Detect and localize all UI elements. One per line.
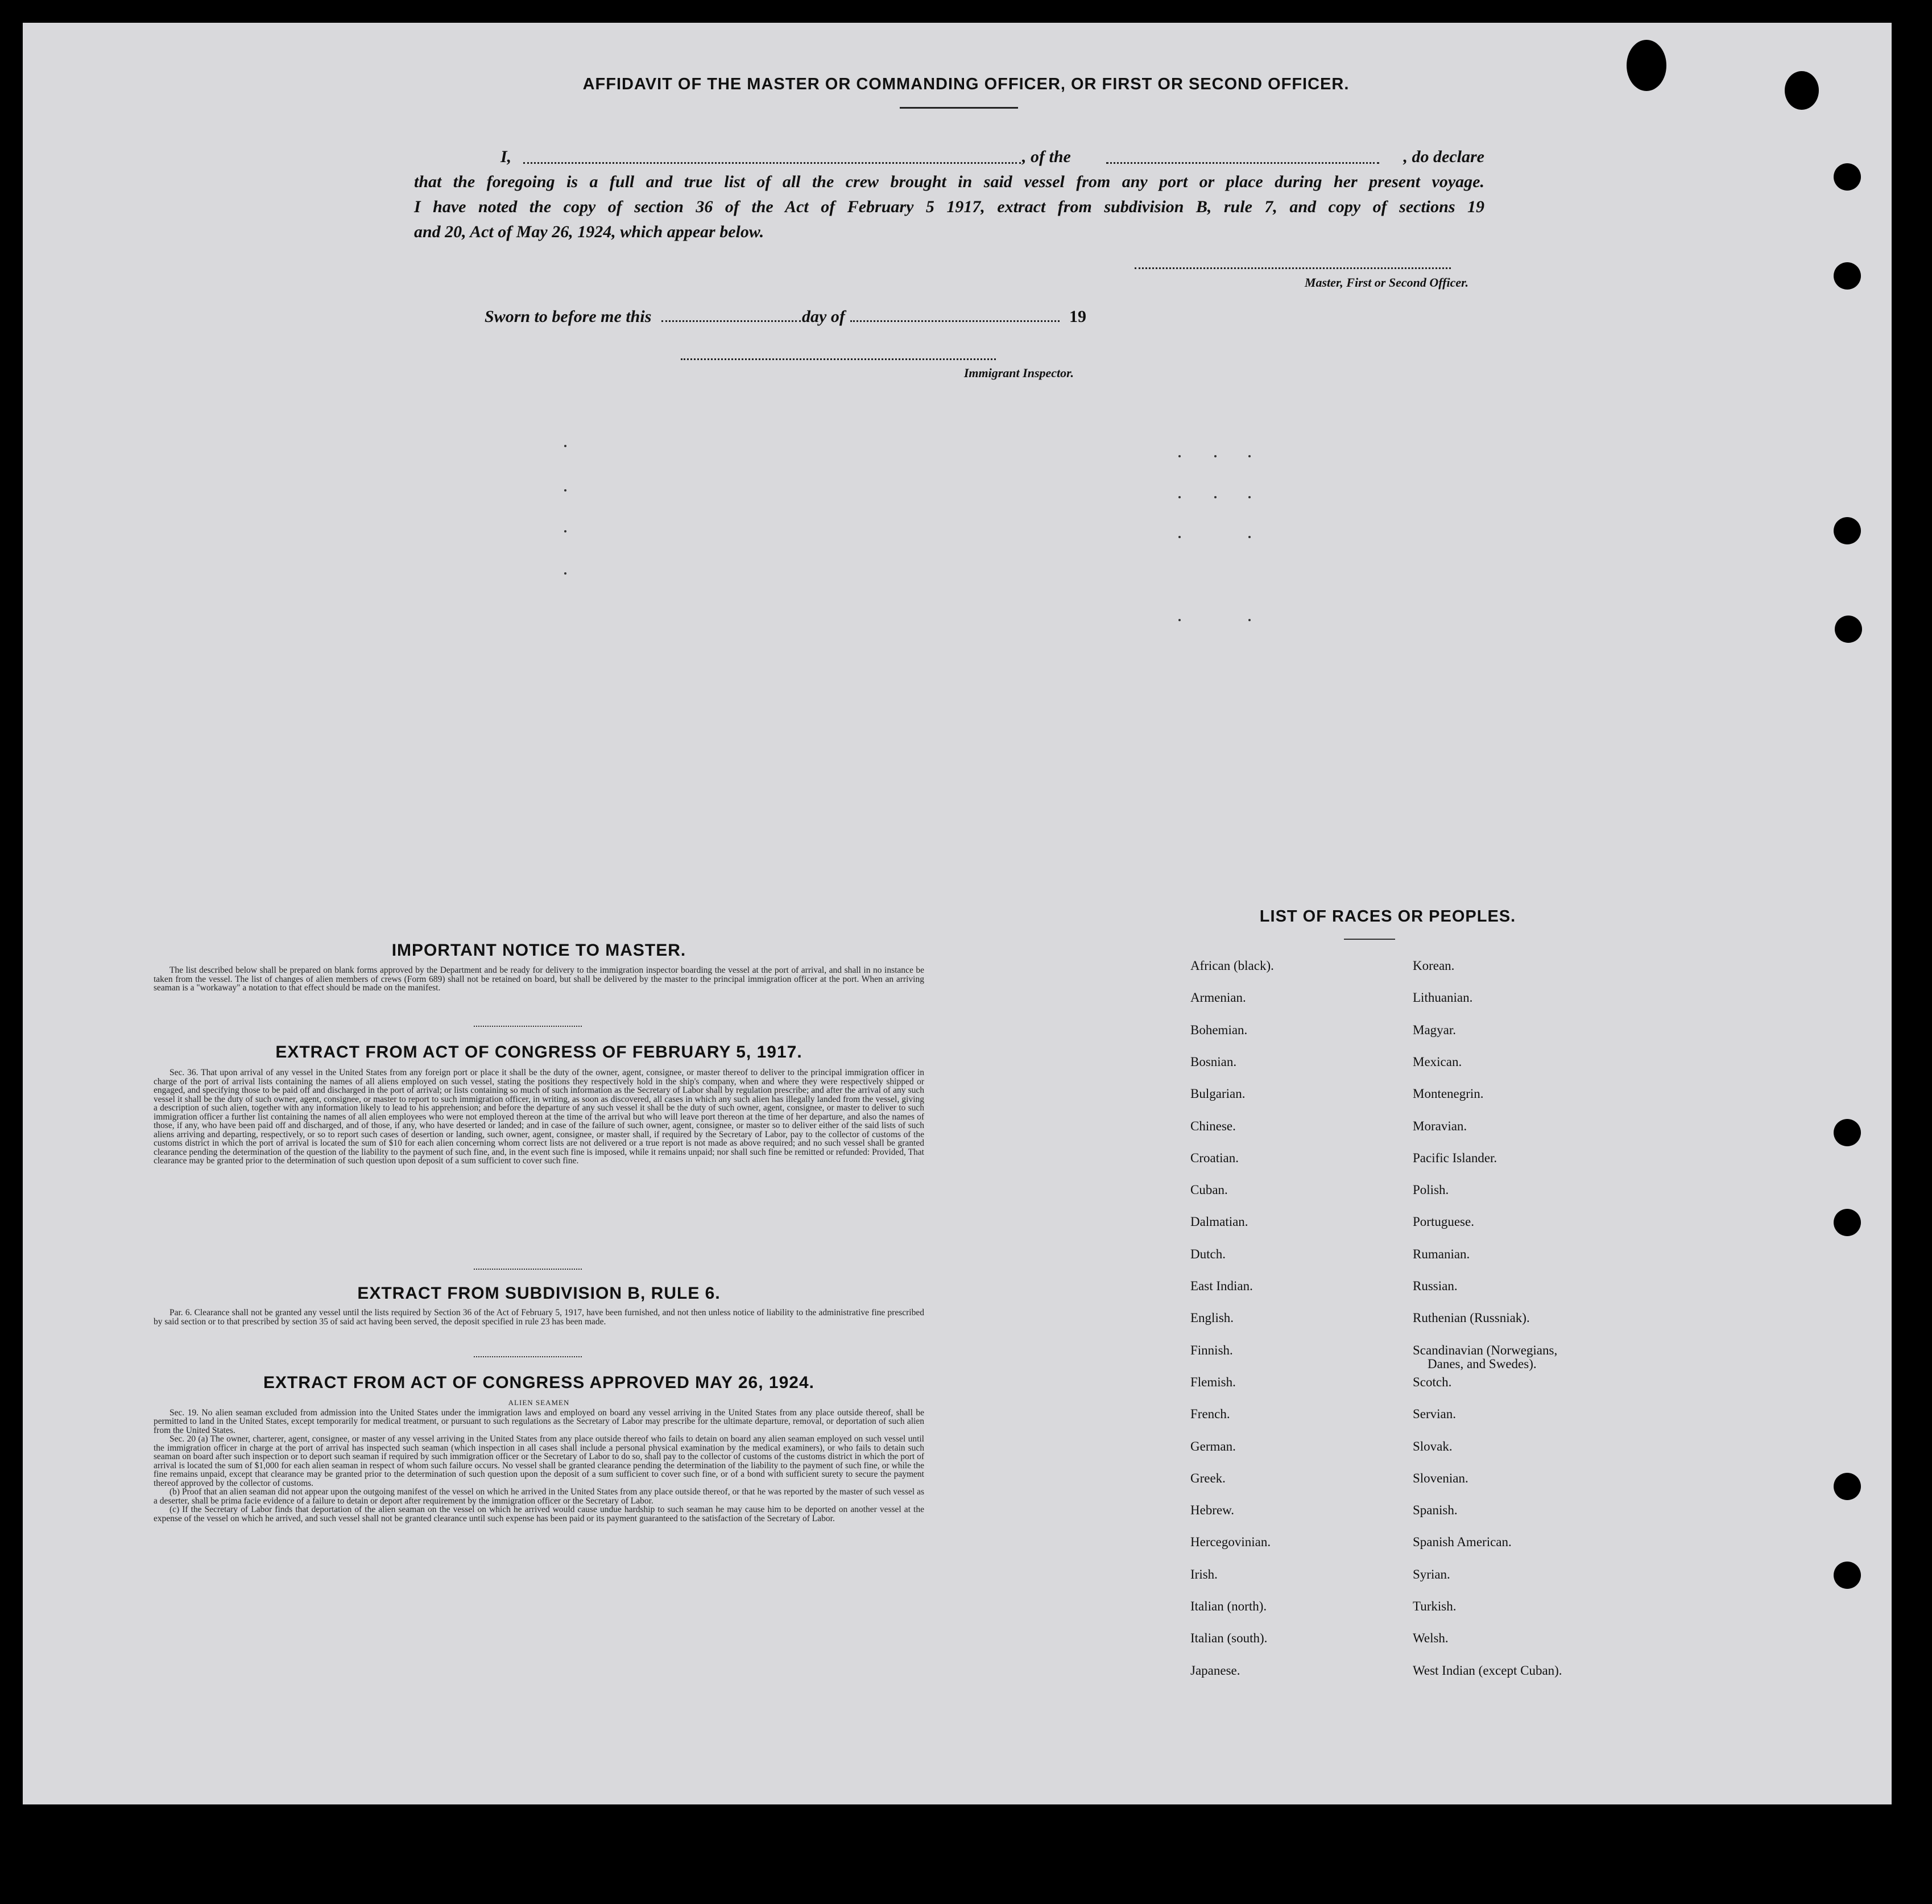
race-item: Hercegovinian.	[1190, 1535, 1271, 1550]
inspector-signature-label: Immigrant Inspector.	[963, 366, 1074, 380]
title-underline	[900, 107, 1018, 109]
form-sheet	[23, 23, 1892, 1804]
race-item: Portuguese.	[1413, 1215, 1474, 1229]
race-item: Korean.	[1413, 959, 1455, 973]
column-fleck	[1178, 619, 1181, 621]
race-item: German.	[1190, 1439, 1236, 1453]
column-fleck	[1178, 496, 1181, 498]
race-item: Pacific Islander.	[1413, 1150, 1497, 1165]
race-item: Russian.	[1413, 1279, 1458, 1293]
sworn-month-field[interactable]	[850, 320, 1060, 322]
race-item: Spanish.	[1413, 1503, 1458, 1518]
punch-hole	[1834, 1473, 1861, 1500]
column-fleck	[564, 445, 566, 447]
punch-hole	[1834, 1562, 1861, 1589]
race-item: Scotch.	[1413, 1374, 1452, 1389]
race-item: Bohemian.	[1190, 1022, 1248, 1037]
race-item: East Indian.	[1190, 1279, 1253, 1293]
declaration-line1-end: , do declare	[1403, 147, 1484, 166]
race-item: Magyar.	[1413, 1022, 1457, 1037]
column-fleck	[564, 530, 566, 532]
section-separator	[474, 1269, 582, 1270]
sworn-year-prefix: 19	[1069, 307, 1086, 326]
affidavit-title: AFFIDAVIT OF THE MASTER OR COMMANDING OFFICER, OR FIRST OR SECOND OFFICER.	[582, 75, 1350, 93]
race-item: French.	[1190, 1407, 1230, 1422]
race-item: African (black).	[1190, 959, 1274, 973]
punch-hole	[1834, 163, 1861, 191]
section-20c-paragraph: (c) If the Secretary of Labor finds that deportation of the alien seaman on the vessel on which he arrived would cause undue hardship to such seaman he may cause him to be deported on another vessel at the expense of the vessel on which he arrived, and such vessel shall not be granted clearance until such expense has been paid or its payment guaranteed to the satisfaction of the Secretary of Labor.	[154, 1505, 924, 1523]
race-item: Croatian.	[1190, 1150, 1239, 1165]
race-item: Welsh.	[1413, 1631, 1449, 1646]
race-item: Finnish.	[1190, 1343, 1233, 1357]
column-fleck	[564, 489, 566, 492]
race-item: Slovak.	[1413, 1439, 1453, 1453]
alien-seamen-subtitle: ALIEN SEAMEN	[508, 1398, 570, 1407]
race-item: Hebrew.	[1190, 1503, 1235, 1518]
race-item: Polish.	[1413, 1183, 1449, 1197]
punch-hole	[1835, 616, 1862, 643]
race-item: Ruthenian (Russniak).	[1413, 1311, 1530, 1325]
race-item: Dalmatian.	[1190, 1215, 1248, 1229]
race-item: Bulgarian.	[1190, 1087, 1246, 1101]
extract-1917-body: Sec. 36. That upon arrival of any vessel in the United States from any foreign port or place it shall be the duty of the owner, agent, consignee, or master thereof to deliver to the principal immigration officer in charge of the port of arrival lists containing the names of all aliens employed on such vessel, stating the positions they respectively hold in the ship's company, when and where they were respectively shipped or engaged, and specifying those to be paid off and discharged in the port of arrival; or lists containing so much of such information as the Secretary of Labor shall by regulation prescribe; and after the arrival of any such vessel it shall be the duty of such owner, agent, consignee, or master to report to such immigration officer, in writing, as soon as discovered, all cases in which any such alien has illegally landed from the vessel, giving a description of such alien, together with any information likely to lead to his apprehension; and before the departure of any such vessel it shall be the duty of such owner, agent, consignee, or master to deliver to such immigration officer a further list containing the names of all alien employees who were not employed thereon at the time of the arrival but who will leave port thereon at the time of her departure, and also the names of those, if any, who have been paid off and discharged, and of those, if any, who have deserted or landed; and in case of the failure of such owner, agent, consignee, or master so to deliver either of the said lists of such aliens arriving and departing, respectively, or so to report such cases of desertion or landing, such owner, agent, consignee, or master shall, if required by the Secretary of Labor, pay to the collector of customs of the customs district in which the port of arrival is located the sum of $10 for each alien concerning whom correct lists are not delivered or a true report is not made as above required; and no such vessel shall be granted clearance pending the determination of the question of the liability to the payment of such fine, and, in the event such fine is imposed, while it remains unpaid; nor shall such fine be remitted or refunded: Provided, That clearance may be granted prior to the determination of such question upon deposit of a sum sufficient to cover such fine.	[154, 1068, 924, 1166]
column-fleck	[1248, 496, 1251, 498]
punch-hole	[1834, 1209, 1861, 1236]
race-item: Turkish.	[1413, 1599, 1457, 1613]
race-item: Servian.	[1413, 1407, 1457, 1422]
extract-1917-title: EXTRACT FROM ACT OF CONGRESS OF FEBRUARY 5, 1917.	[275, 1043, 802, 1062]
master-signature-label: Master, First or Second Officer.	[1304, 275, 1468, 290]
race-continuation: Danes, and Swedes).	[1428, 1357, 1537, 1371]
race-item: Italian (south).	[1190, 1631, 1268, 1646]
column-fleck	[1178, 536, 1181, 538]
race-item: English.	[1190, 1311, 1234, 1325]
punch-hole	[1834, 1119, 1861, 1146]
section-20a-paragraph: Sec. 20 (a) The owner, charterer, agent, consignee, or master of any vessel arriving in the United States from any place outside thereof who fails to detain on board any alien seaman employed on such vessel until the immigration officer in charge at the port of arrival has inspected such seaman (which inspection in all cases shall include a personal physical examination by the medical examiners), or who fails to detain such seaman on board after such inspection or to deport such seaman if required by such immigration officer or the Secretary of Labor to do so, shall pay to the collector of customs of the customs district in which the port of arrival is located the sum of $1,000 for each alien seaman in respect of whom such failure occurs. No vessel shall be granted clearance pending the determination of the liability to the payment of such fine, or while the fine remains unpaid, except that clearance may be granted prior to the determination of such question upon the deposit of a sum sufficient to cover such fine, or of a bond with sufficient surety to secure the payment thereof approved by the collector of customs.	[154, 1434, 924, 1488]
race-item: Dutch.	[1190, 1246, 1226, 1261]
master-signature-line[interactable]	[1135, 267, 1451, 269]
race-item: Armenian.	[1190, 990, 1246, 1005]
race-item: Mexican.	[1413, 1054, 1462, 1069]
race-item: Slovenian.	[1413, 1471, 1468, 1485]
section-19-paragraph: Sec. 19. No alien seaman excluded from admission into the United States under the immigration laws and employed on board any vessel arriving in the United States from any place outside thereof, shall be permitted to land in the United States, except temporarily for medical treatment, or pursuant to such regulations as the Secretary of Labor may prescribe for the ultimate departure, removal, or deportation of such alien from the United States.	[154, 1407, 924, 1435]
race-item: Lithuanian.	[1413, 990, 1473, 1005]
race-item: Scandinavian (Norwegians,	[1413, 1343, 1558, 1357]
declaration-line4: and 20, Act of May 26, 1924, which appear below.	[414, 222, 764, 241]
section-separator	[474, 1356, 582, 1357]
declaration-line1-mid: , of the	[1022, 147, 1071, 166]
race-item: Montenegrin.	[1413, 1087, 1484, 1101]
race-item: Bosnian.	[1190, 1054, 1237, 1069]
race-item: Greek.	[1190, 1471, 1226, 1485]
column-fleck	[564, 572, 566, 575]
column-fleck	[1178, 455, 1181, 457]
race-item: Spanish American.	[1413, 1535, 1512, 1550]
inspector-signature-line[interactable]	[681, 358, 996, 360]
race-item: Italian (north).	[1190, 1599, 1267, 1613]
column-fleck	[1248, 536, 1251, 538]
punch-hole	[1834, 517, 1861, 544]
race-item: West Indian (except Cuban).	[1413, 1663, 1562, 1678]
column-fleck	[1214, 455, 1217, 457]
declaration-line3: I have noted the copy of section 36 of the Act of February 5 1917, extract from subdivision B, rule 7, and copy of sections 19	[414, 197, 1484, 216]
master-name-field[interactable]	[523, 162, 1021, 164]
column-fleck	[1214, 496, 1217, 498]
race-item: Cuban.	[1190, 1183, 1228, 1197]
section-20b-paragraph: (b) Proof that an alien seaman did not appear upon the outgoing manifest of the vessel on which he arrived in the United States from any place outside thereof, or that he was reported by the master of such vessel as a deserter, shall be prima facie evidence of a failure to detain or deport after requirement by the immigration officer or the Secretary of Labor.	[154, 1487, 924, 1506]
extract-rule6-body: Par. 6. Clearance shall not be granted any vessel until the lists required by Section 36 of the Act of February 5, 1917, have been furnished, and not then unless notice of liability to the administrative fine prescribed by said section or to that prescribed by section 35 of said act having been served, the deposit specified in rule 23 has been made.	[154, 1308, 924, 1327]
column-fleck	[1248, 619, 1251, 621]
extract-1924-title: EXTRACT FROM ACT OF CONGRESS APPROVED MAY 26, 1924.	[263, 1373, 814, 1392]
section-separator	[474, 1026, 582, 1027]
races-title-underline	[1344, 939, 1395, 940]
race-item: Syrian.	[1413, 1567, 1450, 1581]
notice-body: The list described below shall be prepared on blank forms approved by the Department and be ready for delivery to the immigration inspector boarding the vessel at the port of arrival, and shall in no instance be taken from the vessel. The list of changes of alien members of crews (Form 689) shall not be retained on board, but shall be delivered by the master to the principal immigration officer at the port. When an arriving seaman is a "workaway" a notation to that effect should be made on the manifest.	[154, 965, 924, 993]
vessel-name-field[interactable]	[1106, 162, 1379, 164]
race-item: Rumanian.	[1413, 1246, 1470, 1261]
race-item: Irish.	[1190, 1567, 1218, 1581]
race-item: Japanese.	[1190, 1663, 1240, 1678]
declaration-line1-start: I,	[500, 147, 512, 166]
punch-hole	[1834, 262, 1861, 290]
sworn-day-field[interactable]	[661, 320, 801, 322]
sworn-start: Sworn to before me this	[485, 307, 652, 326]
notice-title: IMPORTANT NOTICE TO MASTER.	[391, 941, 686, 960]
column-fleck	[1248, 455, 1251, 457]
sworn-day-label: day of	[802, 307, 845, 326]
extract-1924-body	[154, 1398, 924, 1523]
races-title: LIST OF RACES OR PEOPLES.	[1259, 907, 1516, 926]
extract-rule6-title: EXTRACT FROM SUBDIVISION B, RULE 6.	[357, 1284, 721, 1303]
race-item: Flemish.	[1190, 1374, 1236, 1389]
race-item: Chinese.	[1190, 1118, 1236, 1133]
declaration-line2: that the foregoing is a full and true list of all the crew brought in said vessel from any port or place during her present voyage.	[414, 172, 1484, 191]
race-item: Moravian.	[1413, 1118, 1467, 1133]
